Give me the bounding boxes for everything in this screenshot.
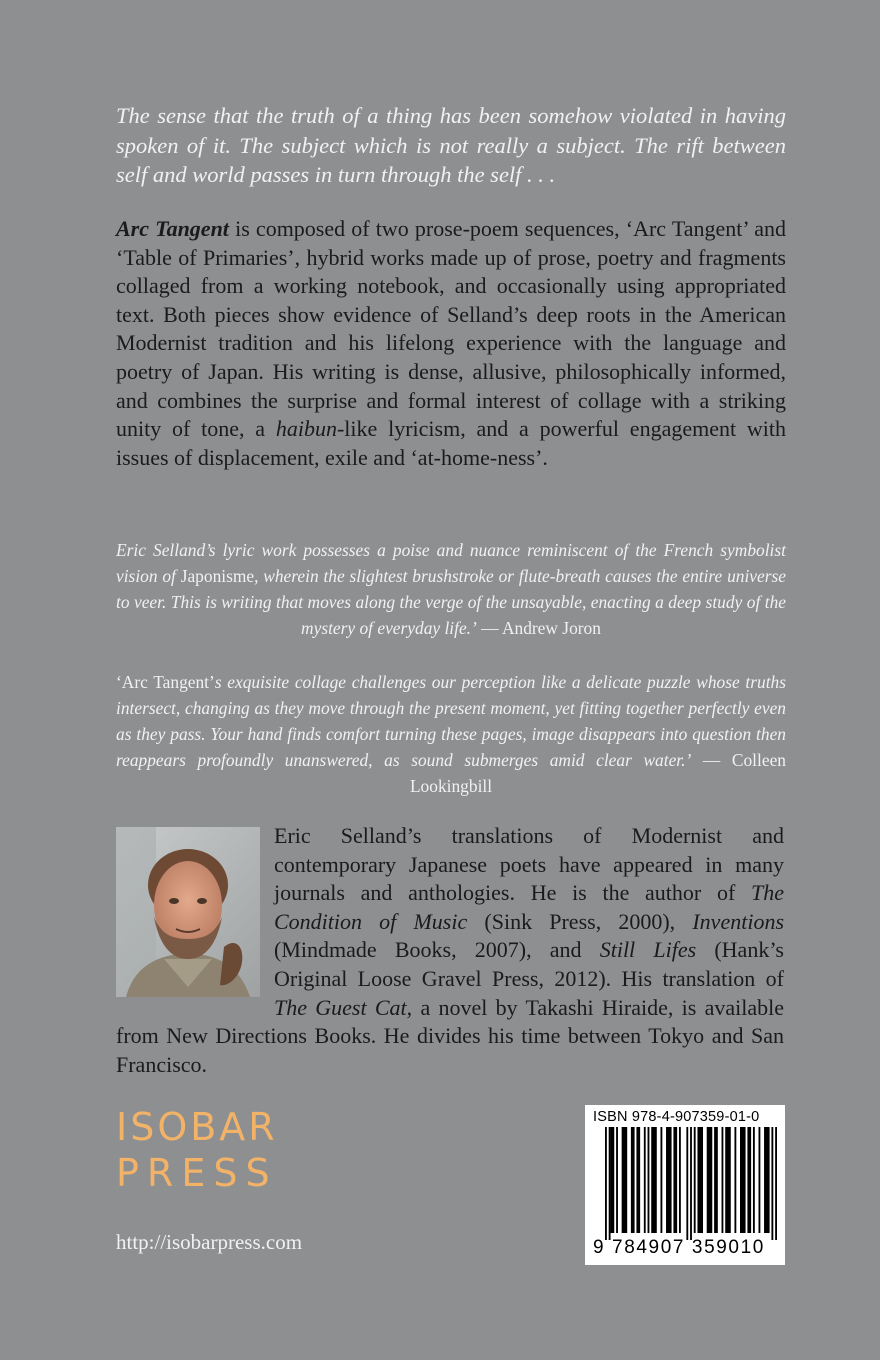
isbn-label: ISBN 978-4-907359-01-0 [593, 1109, 760, 1125]
quote-title: ‘Arc Tangent’ [116, 672, 215, 692]
barcode-bar [759, 1127, 761, 1233]
barcode-bar [697, 1127, 703, 1233]
quote-possessive: s [214, 672, 222, 692]
barcode-bar [690, 1127, 692, 1240]
author-bio [116, 822, 784, 1079]
endorsement-joron [116, 537, 786, 641]
barcode-bar [660, 1127, 662, 1233]
quote-text-1: Eric Selland’s lyric work possesses a poise and nuance reminiscent of the French symbolist vision of [116, 540, 786, 586]
author-photo-image [116, 827, 260, 997]
barcode-bar [616, 1127, 618, 1233]
bio-text-2: (Sink Press, 2000), [467, 908, 693, 934]
barcode-bar [651, 1127, 657, 1233]
description-text-1: is composed of two prose-poem sequences, ‘Arc Tangent’ and ‘Table of Primaries’, hybrid works made up of prose, poetry and fragments collaged from a working notebook, and occasionally using appropriated text. Both pieces show evidence of Selland’s deep roots in the American Modernist tradition and his lifelong experience with the language and poetry of Japan. His writing is dense, allusive, philosophically informed, and combines the surprise and formal interest of collage with a striking unity of tone, a [116, 216, 786, 442]
barcode-bar [753, 1127, 755, 1233]
isbn-barcode [585, 1105, 785, 1265]
bio-text-1: Eric Selland’s translations of Modernist and contemporary Japanese poets have appeared in many journals and anthologies. He is the author of [274, 823, 784, 906]
bio-book-1: The Condition of Music [274, 880, 784, 934]
barcode-bar [673, 1127, 677, 1233]
book-description [116, 215, 786, 472]
description-text-2: -like lyricism, and a powerful engagement with issues of displacement, exile and ‘at-home-ness’. [116, 416, 786, 470]
barcode-bar [707, 1127, 713, 1233]
barcode-bar [605, 1127, 607, 1240]
haibun-term: haibun [275, 416, 337, 442]
barcode-bar [714, 1127, 718, 1233]
endorsement-lookingbill [116, 669, 786, 799]
publisher-url[interactable]: http://isobarpress.com [116, 1230, 303, 1254]
author-photo [116, 827, 260, 997]
barcode-bar [740, 1127, 746, 1233]
publisher-logo [116, 1104, 278, 1196]
barcode-bar [771, 1127, 773, 1240]
bio-text-4: (Hank’s Original Loose Gravel Press, 2012). His translation of [274, 937, 784, 991]
barcode-bar [775, 1127, 777, 1240]
epigraph: The sense that the truth of a thing has been somehow violated in having spoken of it. The subject which is not really a subject. The rift between self and world passes in turn through the self . . . [116, 103, 786, 187]
barcode-bar [747, 1127, 751, 1233]
bio-book-3: Still Lifes [599, 937, 697, 963]
barcode-bar [609, 1127, 611, 1240]
barcode-bar [666, 1127, 672, 1233]
barcode-bar [725, 1127, 731, 1233]
barcode-bar [734, 1127, 736, 1233]
barcode-bar [644, 1127, 646, 1233]
logo-line-1: ISOBAR [116, 1105, 278, 1149]
barcode-bar [648, 1127, 650, 1233]
barcode-bar [611, 1127, 615, 1233]
barcode-bar [694, 1127, 696, 1233]
barcode-bar [686, 1127, 688, 1240]
barcode-bar [679, 1127, 681, 1233]
book-title: Arc Tangent [116, 216, 229, 241]
barcode-bar [622, 1127, 628, 1233]
bio-book-2: Inventions [692, 908, 785, 934]
bio-text-5: , a novel by Takashi Hiraide, is available from New Directions Books. He divides his time between Tokyo and San Francisco. [116, 994, 784, 1077]
bio-book-4: The Guest Cat [274, 994, 407, 1020]
quote-text-2: , wherein the slightest brushstroke or flute-breath causes the entire universe to veer. This is writing that moves along the verge of the unsayable, enacting a deep study of the mystery of everyday life.’ [116, 566, 786, 638]
bio-text-3: (Mindmade Books, 2007), and [274, 937, 600, 963]
barcode-bar [631, 1127, 635, 1233]
quote-japonisme: Japonisme [180, 566, 255, 586]
barcode-bar [764, 1127, 770, 1233]
quote-text: exquisite collage challenges our perception like a delicate puzzle whose truths intersect, changing as they move through the present moment, yet fitting together perfectly even as they pass. Your hand finds comfort turning these pages, image disappears into question then reappears profoundly unanswered, as sound submerges amid clear water.’ [116, 672, 786, 770]
logo-line-2: PRESS [116, 1151, 278, 1195]
quote-attribution: — Andrew Joron [476, 618, 601, 638]
quote-attribution: — Colleen Lookingbill [409, 750, 786, 796]
isbn-digits: 9 784907 359010 [593, 1237, 765, 1258]
barcode-bar [636, 1127, 640, 1233]
barcode-bar [722, 1127, 724, 1233]
